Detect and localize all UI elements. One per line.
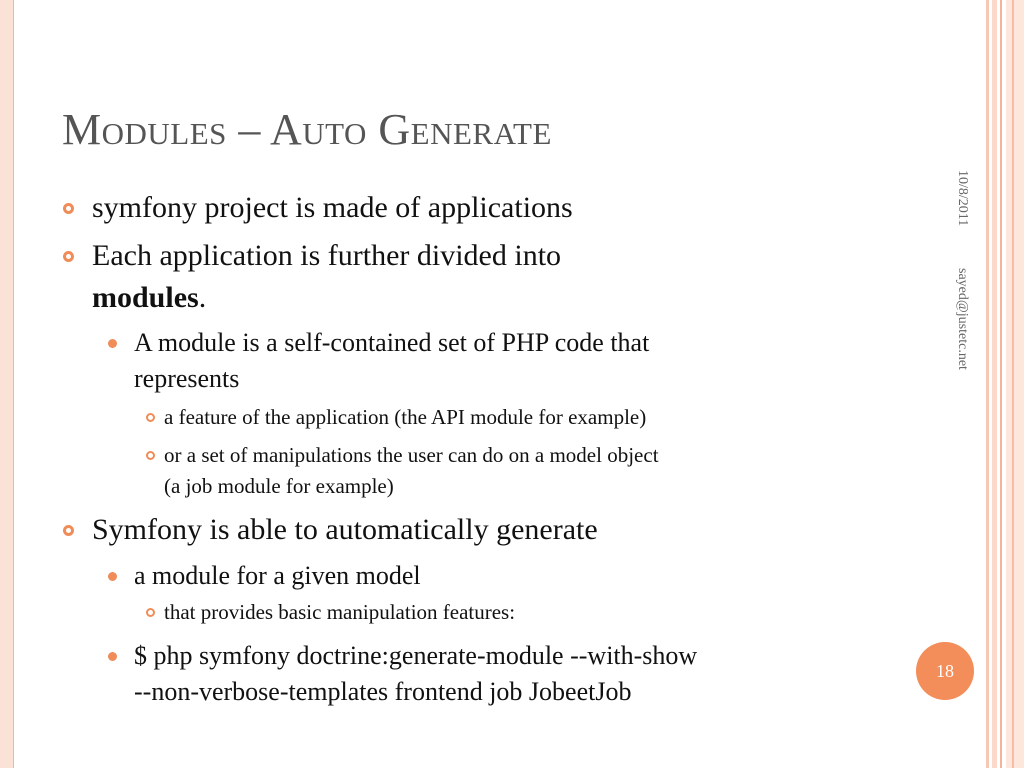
bullet-icon xyxy=(108,572,117,581)
bullet-icon xyxy=(63,251,74,262)
page-number-badge xyxy=(916,642,974,700)
punctuation: . xyxy=(198,281,207,314)
bullet-text: A module is a self-contained set of PHP code that xyxy=(134,328,650,357)
bullet-text-continuation xyxy=(92,278,206,318)
bullet-text: a feature of the application (the API module for example) xyxy=(164,405,647,429)
bullet-icon xyxy=(63,525,74,536)
bullet-icon xyxy=(146,413,155,422)
bullet-text: Each application is further divided into xyxy=(92,239,562,272)
bullet-icon xyxy=(108,339,117,348)
bullet-text: symfony project is made of applications xyxy=(92,191,573,224)
bullet-icon xyxy=(146,451,155,460)
bullet-text-continuation: represents xyxy=(134,364,240,393)
bullet-text-continuation: (a job module for example) xyxy=(164,474,394,498)
bullet-icon xyxy=(146,608,155,617)
page-number: 18 xyxy=(936,660,954,681)
bullet-text: Symfony is able to automatically generate xyxy=(92,513,598,546)
bullet-icon xyxy=(108,652,117,661)
bullet-icon xyxy=(63,203,74,214)
bullet-text-continuation: --non-verbose-templates frontend job JobeetJob xyxy=(134,677,632,706)
slide-title: Modules – Auto Generate xyxy=(62,105,552,154)
bullet-text: $ php symfony doctrine:generate-module --with-show xyxy=(134,641,698,670)
bullet-text: that provides basic manipulation features: xyxy=(164,600,516,624)
author-email: sayed@justetc.net xyxy=(955,268,970,370)
bullet-text: a module for a given model xyxy=(134,561,421,590)
bold-keyword: modules xyxy=(92,281,199,314)
bullet-text: or a set of manipulations the user can do on a model object xyxy=(164,443,659,467)
slide-date: 10/8/2011 xyxy=(955,170,970,227)
